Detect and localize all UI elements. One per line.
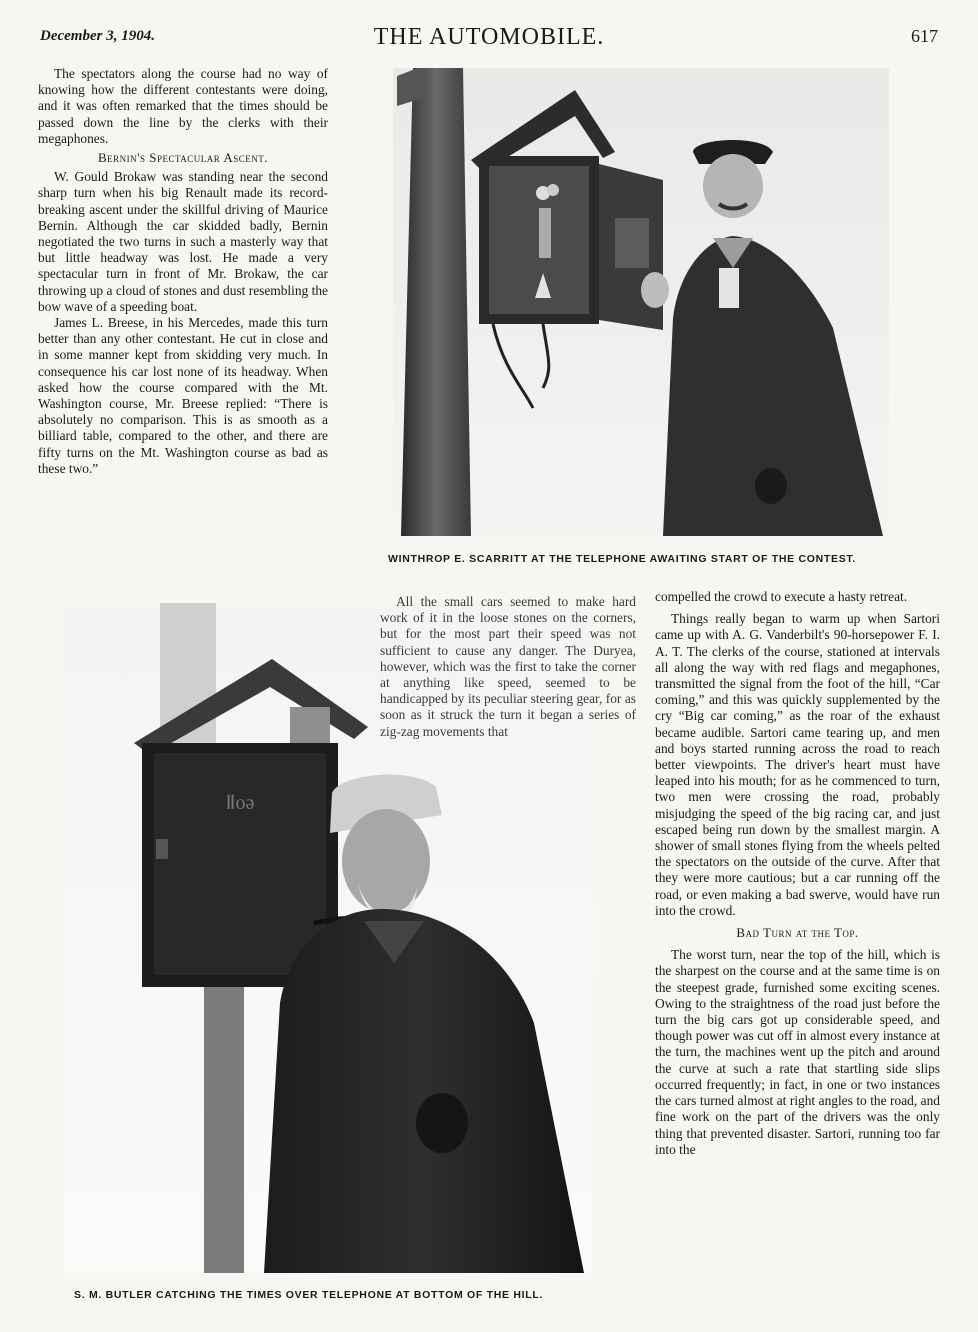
paragraph: The spectators along the course had no way of knowing how the different contestants were doing, and it was often remarked that the times should be passed down the line by the clerks with their megaphones.: [38, 66, 328, 146]
paragraph: W. Gould Brokaw was standing near the second sharp turn when his big Renault made its record-breaking ascent under the skillful driving of Maurice Bernin. Although the car skidded badly, Bernin negotiated the two turns in such a masterly way that but little headway was lost. He made a very spectacular turn in front of Mr. Brokaw, the car throwing up a cloud of stones and dust resembling the bow wave of a speeding boat.: [38, 169, 328, 314]
paragraph: The worst turn, near the top of the hill, which is the sharpest on the course and at the same time is on the steepest grade, furnished some exciting scenes. Owing to the straightness of the road just before the turn the big cars got up considerable speed, and though power was cut off in almost every instance at the turn, the machines went up the pitch and around the curve at such a rate that startling side slips occurred frequently; in fact, in one or two instances the cars turned almost at right angles to the road, and fine work on the part of the drivers was the only thing that prevented disaster. Sartori, running too far into the: [655, 947, 940, 1157]
article-column-left: [38, 66, 328, 477]
article-column-middle: [380, 594, 636, 740]
photo-scarritt-telephone: [393, 68, 889, 536]
paragraph: All the small cars seemed to make hard work of it in the loose stones on the corners, but for the most part their speed was not sufficient to cause any danger. The Duryea, however, which was the first to take the corner at anything like speed, seemed to be handicapped by its peculiar steering gear, for as soon as it struck the turn it began a series of zig-zag movements that: [380, 594, 636, 739]
article-column-right: [655, 589, 940, 1158]
photo-scarritt-caption: WINTHROP E. SCARRITT AT THE TELEPHONE AWAITING START OF THE CONTEST.: [388, 553, 856, 565]
section-heading: Bad Turn at the Top.: [736, 925, 859, 941]
section-heading: Bernin's Spectacular Ascent.: [98, 150, 268, 166]
issue-date: December 3, 1904.: [40, 28, 155, 44]
paragraph: compelled the crowd to execute a hasty retreat.: [655, 589, 908, 604]
paragraph: Things really began to warm up when Sartori came up with A. G. Vanderbilt's 90-horsepower F. I. A. T. The clerks of the course, stationed at intervals all along the way with red flags and megaphones, transmitted the signal from the foot of the hill, “Car coming,” and this was quickly supplemented by the cry “Big car coming,” as the roar of the exhaust became audible. Sartori came tearing up, and men and boys started running across the road to reach better viewpoints. The driver's heart must have leaped into his mouth; for as he commenced to turn, two men were crossing the road, probably misjudging the speed of the big racing car, and just escaped being run down by the smallest margin. A shower of small stones flying from the wheels pelted the spectators on the outside of the curve. After that they were more cautious; but a car running off the road, or even making a bad swerve, would have run into the crowd.: [655, 611, 940, 918]
photo-butler-caption: S. M. BUTLER CATCHING THE TIMES OVER TELEPHONE AT BOTTOM OF THE HILL.: [74, 1289, 544, 1301]
page-number: 617: [911, 26, 938, 46]
photo-scarritt-image: [393, 68, 889, 536]
publication-title: THE AUTOMOBILE.: [373, 24, 605, 50]
svg-text:Ⅱoə: Ⅱoə: [225, 792, 255, 814]
page-header: [0, 24, 978, 54]
paragraph: James L. Breese, in his Mercedes, made this turn better than any other contestant. He cut in close and in some manner kept from skidding very much. In consequence his car lost none of its headway. When asked how the course compared with the Mt. Washington course, Mr. Breese replied: “There is absolutely no comparison. This is as smooth as a billiard table, compared to the other, and there are fifty turns on the Mt. Washington course as bad as these two.”: [38, 315, 328, 476]
